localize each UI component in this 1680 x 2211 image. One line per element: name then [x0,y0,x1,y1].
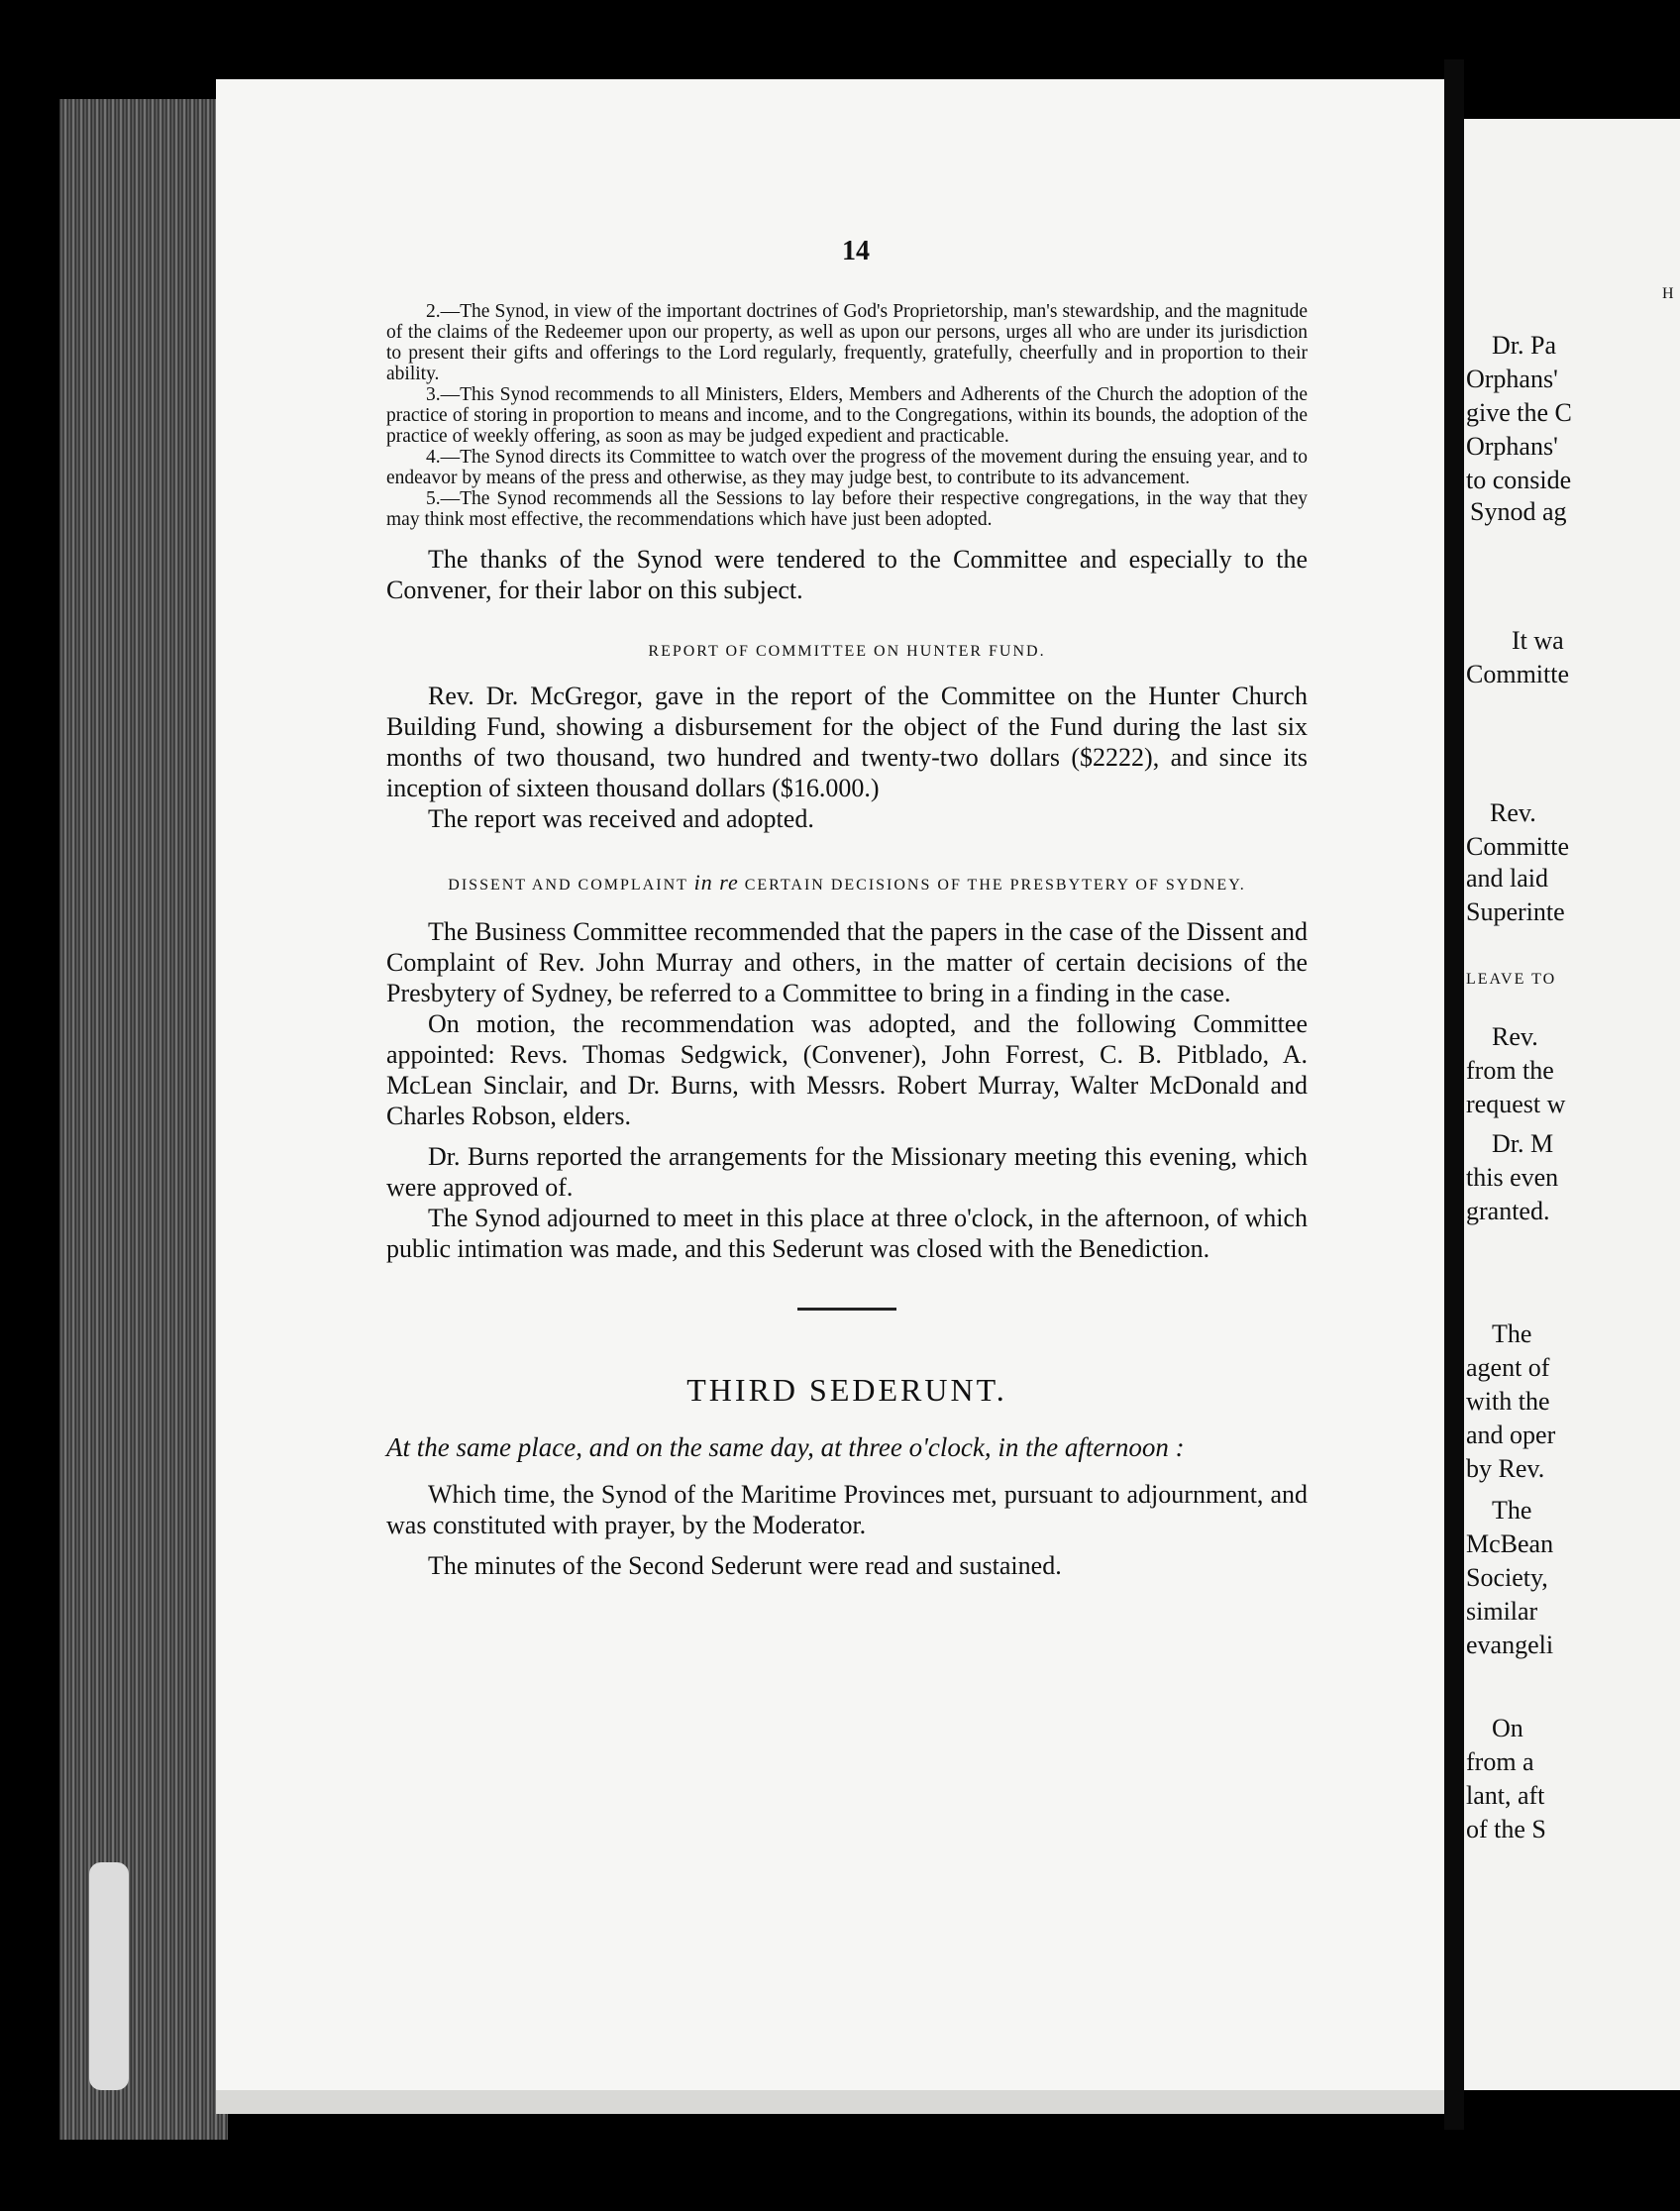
facing-line: On [1492,1714,1523,1742]
facing-line: Dr. M [1492,1129,1554,1158]
dissent-block [386,916,1308,1264]
facing-line: Dr. Pa [1492,331,1556,360]
third-sederunt-title: THIRD SEDERUNT. [686,1372,1007,1408]
resolution-paragraph: 2.—The Synod, in view of the important doctrines of God's Proprietorship, man's stewardship, and the magnitude of the claims of the Redeemer upon our property, as well as upon our persons, urges all who are under its jurisdiction to present their gifts and offerings to the Lord regularly, frequently, gratefully, cheerfully and in proportion to their ability. [386,301,1308,384]
facing-line: LEAVE TO [1466,971,1557,988]
facing-line: request w [1466,1090,1566,1118]
dissent-heading [386,866,1308,902]
dissent-paragraph: Dr. Burns reported the arrangements for the Missionary meeting this evening, which were approved of. [386,1142,1308,1202]
dissent-paragraph: The Synod adjourned to meet in this place at three o'clock, in the afternoon, of which public intimation was made, and this Sederunt was closed with the Benediction. [386,1204,1308,1263]
facing-line: McBean [1466,1529,1554,1558]
dissent-heading-part2: CERTAIN DECISIONS OF THE PRESBYTERY OF SYDNEY. [744,877,1246,894]
facing-line: The [1492,1496,1532,1525]
facing-line: H [1662,285,1676,302]
sederunt-paragraph: The minutes of the Second Sederunt were read and sustained. [428,1551,1062,1580]
sederunt-block [386,1479,1308,1581]
hunter-fund-block [386,681,1308,834]
facing-line: Superinte [1466,897,1565,926]
dissent-paragraph: On motion, the recommendation was adopted, and the following Committee appointed: Revs. Thomas Sedgwick, (Convener), John Forrest, C. B. Pitblado, A. McLean Sinclair, and Dr. Burns, with Messrs. Robert Murray, Walter McDonald and Charles Robson, elders. [386,1009,1308,1130]
facing-line: and laid [1466,864,1549,893]
facing-line: by Rev. [1466,1454,1545,1483]
facing-line: with the [1466,1387,1550,1416]
dissent-heading-part1: DISSENT AND COMPLAINT [448,877,688,894]
facing-line: The [1492,1319,1532,1348]
facing-line: this even [1466,1163,1559,1192]
facing-line: Synod ag [1470,497,1567,526]
facing-line: Orphans' [1466,432,1558,461]
thanks-paragraph: The thanks of the Synod were tendered to the Committee and especially to the Convener, for their labor on this subject. [386,545,1308,604]
resolution-paragraph: 4.—The Synod directs its Committee to watch over the progress of the movement during the ensuing year, and to endeavor by means of the press and otherwise, as they may judge best, to contribute to its advancement. [386,447,1308,488]
sederunt-paragraph: Which time, the Synod of the Maritime Provinces met, pursuant to adjournment, and was constituted with prayer, by the Moderator. [386,1480,1308,1539]
facing-line: granted. [1466,1197,1550,1225]
book-spine-edge [59,99,228,2140]
facing-line: give the C [1466,398,1572,427]
facing-line: from a [1466,1747,1534,1776]
facing-line: of the S [1466,1815,1546,1843]
facing-line: from the [1466,1056,1554,1085]
dissent-paragraph: The Business Committee recommended that the papers in the case of the Dissent and Complaint of Rev. John Murray and others, in the matter of certain decisions of the Presbytery of Sydney, be referred to a Committee to bring in a finding in the case. [386,917,1308,1007]
dissent-heading-italic: in re [693,870,739,895]
hunter-paragraph: The report was received and adopted. [428,804,814,833]
facing-line: and oper [1466,1421,1556,1449]
facing-line: to conside [1466,466,1572,494]
facing-line: Society, [1466,1563,1548,1592]
facing-line: similar [1466,1597,1538,1626]
page-number: 14 [842,236,870,266]
sederunt-intro: At the same place, and on the same day, at three o'clock, in the afternoon : [386,1432,1185,1462]
resolution-paragraph: 5.—The Synod recommends all the Sessions to lay before their respective congregations, in the way that they may think most effective, the recommendations which have just been adopted. [386,488,1308,530]
page-bottom-edge [216,2090,1444,2114]
facing-line: lant, aft [1466,1781,1545,1810]
hunter-fund-heading: REPORT OF COMMITTEE ON HUNTER FUND. [648,643,1046,660]
resolutions-block [386,301,1308,530]
facing-line: agent of [1466,1353,1550,1382]
page-edge-mark [89,1862,129,2090]
page-content [386,238,1308,1581]
book-gutter [1444,59,1464,2130]
thanks-block [386,544,1308,605]
facing-line: Committe [1466,832,1569,861]
facing-page [1464,119,1680,2090]
facing-line: Rev. [1490,798,1536,827]
hunter-paragraph: Rev. Dr. McGregor, gave in the report of the Committee on the Hunter Church Building Fund, showing a disbursement for the object of the Fund during the last six months of two thousand, two hundred and twenty-two dollars ($2222), and since its inception of sixteen thousand dollars ($16.000.) [386,682,1308,802]
facing-line: Orphans' [1466,365,1558,393]
facing-line: Rev. [1492,1022,1538,1051]
resolution-paragraph: 3.—This Synod recommends to all Ministers, Elders, Members and Adherents of the Church the adoption of the practice of storing in proportion to means and income, and to the Congregations, within its bounds, the adoption of the practice of weekly offering, as soon as may be judged expedient and practicable. [386,384,1308,447]
facing-line: It wa [1512,626,1564,655]
facing-line: Committe [1466,660,1569,688]
facing-line: evangeli [1466,1631,1554,1659]
